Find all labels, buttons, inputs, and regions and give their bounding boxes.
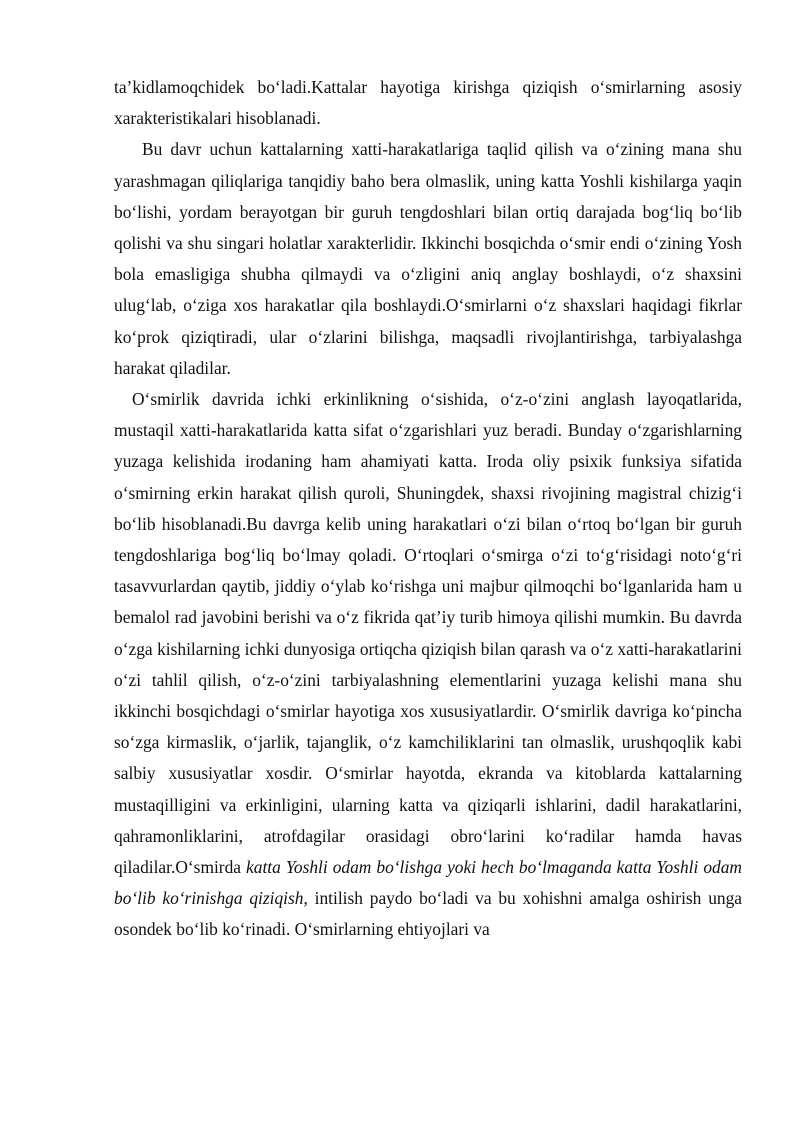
document-page (114, 72, 742, 946)
paragraph-adolescent-freedom (114, 384, 742, 946)
paragraph-text-before: O‘smirlik davrida ichki erkinlikning o‘sishida, o‘z-o‘zini anglash layoqatlarida, mustaqil xatti-harakatlarida katta sifat o‘zgarishlari yuz beradi. Bunday o‘zgarishlarning yuzaga kelishida irodaning ham ahamiyati katta. Iroda oliy psixik funksiya sifatida o‘smirning erkin harakat qilish quroli, Shuningdek, shaxsi rivojining magistral chizig‘i bo‘lib hisoblanadi.Bu davrga kelib uning harakatlari o‘zi bilan o‘rtoq bo‘lgan bir guruh tengdoshlariga bog‘liq bo‘lmay qoladi. O‘rtoqlari o‘smirga o‘zi to‘g‘risidagi noto‘g‘ri tasavvurlardan qaytib, jiddiy o‘ylab ko‘rishga uni majbur qilmoqchi bo‘lganlarida ham u bemalol rad javobini berishi va o‘z fikrida qat’iy turib himoya qilishi mumkin. Bu davrda o‘zga kishilarning ichki dunyosiga ortiqcha qiziqish bilan qarash va o‘z xatti-harakatlarini o‘zi tahlil qilish, o‘z-o‘zini tarbiyalashning elementlarini yuzaga kelishi mana shu ikkinchi bosqichdagi o‘smirlar hayotiga xos xususiyatlardir. O‘smirlik davriga ko‘pincha so‘zga kirmaslik, o‘jarlik, tajanglik, o‘z kamchiliklarini tan olmaslik, urushqoqlik kabi salbiy xususiyatlar xosdir. O‘smirlar hayotda, ekranda va kitoblarda kattalarning mustaqilligini va erkinligini, ularning katta va qiziqarli ishlarini, dadil harakatlarini, qahramonliklarini, atrofdagilar orasidagi obro‘larini ko‘radilar hamda havas qiladilar.O‘smirda (114, 389, 742, 878)
italic-emphasis: katta Yoshli odam bo‘lishga yoki hech bo‘lmaganda katta Yoshli odam bo‘lib ko‘rinishga qiziqish (114, 857, 742, 909)
paragraph-text-after: , intilish paydo bo‘ladi va bu xohishni amalga oshirish unga osondek bo‘lib ko‘rinadi. O‘smirlarning ehtiyojlari va (114, 888, 742, 940)
paragraph-continuation: ta’kidlamoqchidek bo‘ladi.Kattalar hayotiga kirishga qiziqish o‘smirlarning asosiy xarakteristikalari hisoblanadi. (114, 77, 742, 129)
paragraph-imitation-of-adults: Bu davr uchun kattalarning xatti-harakatlariga taqlid qilish va o‘zining mana shu yarashmagan qiliqlariga tanqidiy baho bera olmaslik, uning katta Yoshli kishilarga yaqin bo‘lishi, yordam berayotgan bir guruh tengdoshlari bilan ortiq darajada bog‘liq bo‘lib qolishi va shu singari holatlar xarakterlidir. Ikkinchi bosqichda o‘smir endi o‘zining Yosh bola emasligiga shubha qilmaydi va o‘zligini aniq anglay boshlaydi, o‘z shaxsini ulug‘lab, o‘ziga xos harakatlar qila boshlaydi.O‘smirlarni o‘z shaxslari haqidagi fikrlar ko‘prok qiziqtiradi, ular o‘zlarini bilishga, maqsadli rivojlantirishga, tarbiyalashga harakat qiladilar. (114, 139, 742, 378)
